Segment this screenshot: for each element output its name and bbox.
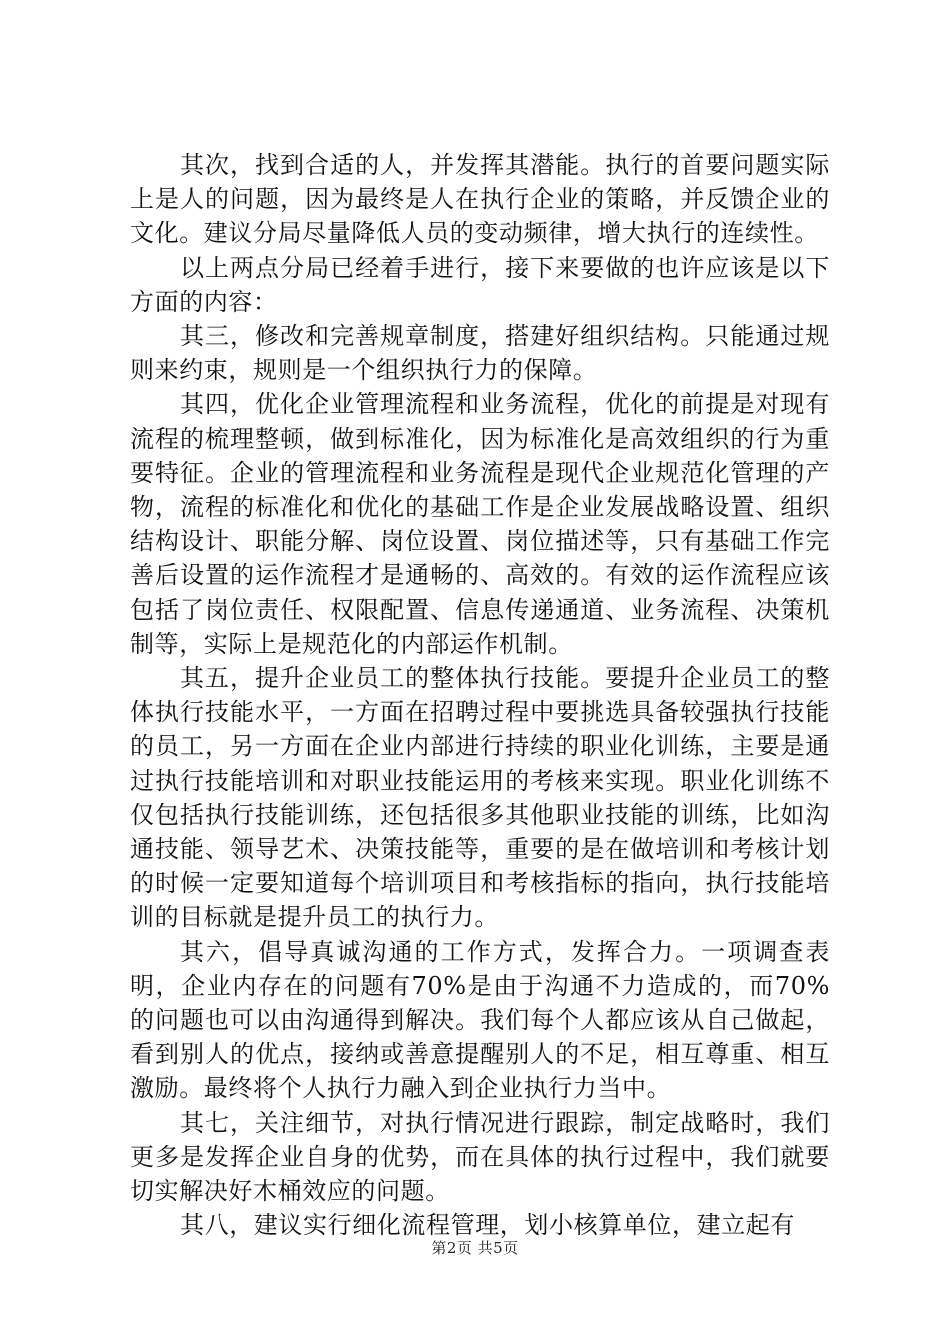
paragraph-7: 其七，关注细节，对执行情况进行跟踪，制定战略时，我们更多是发挥企业自身的优势，而在具体的执行过程中，我们就要切实解决好木桶效应的问题。 — [130, 1108, 830, 1206]
paragraph-6: 其六，倡导真诚沟通的工作方式，发挥合力。一项调查表明，企业内存在的问题有70%是由于沟通不力造成的，而70%的问题也可以由沟通得到解决。我们每个人都应该从自己做起，看到别人的优点，接纳或善意提醒别人的不足，相互尊重、相互激励。最终将个人执行力融入到企业执行力当中。 — [130, 937, 830, 1103]
paragraph-8: 其八，建议实行细化流程管理，划小核算单位，建立起有 — [180, 1211, 795, 1240]
paragraph-5: 其五，提升企业员工的整体执行技能。要提升企业员工的整体执行技能水平，一方面在招聘过程中要挑选具备较强执行技能的员工，另一方面在企业内部进行持续的职业化训练，主要是通过执行技能培训和对职业技能运用的考核来实现。职业化训练不仅包括执行技能训练，还包括很多其他职业技能的训练，比如沟通技能、领导艺术、决策技能等，重要的是在做培训和考核计划的时候一定要知道每个培训项目和考核指标的指向，执行技能培训的目标就是提升员工的执行力。 — [130, 664, 830, 932]
paragraph-2: 以上两点分局已经着手进行，接下来要做的也许应该是以下方面的内容： — [130, 253, 830, 316]
page-footer: 第2页 共5页 — [431, 1239, 519, 1257]
paragraph-4: 其四，优化企业管理流程和业务流程，优化的前提是对现有流程的梳理整顿，做到标准化，因为标准化是高效组织的行为重要特征。企业的管理流程和业务流程是现代企业规范化管理的产物，流程的标准化和优化的基础工作是企业发展战略设置、组织结构设计、职能分解、岗位设置、岗位描述等，只有基础工作完善后设置的运作流程才是通畅的、高效的。有效的运作流程应该包括了岗位责任、权限配置、信息传递通道、业务流程、决策机制等，实际上是规范化的内部运作机制。 — [130, 390, 830, 658]
paragraph-1: 其次，找到合适的人，并发挥其潜能。执行的首要问题实际上是人的问题，因为最终是人在执行企业的策略，并反馈企业的文化。建议分局尽量降低人员的变动频律，增大执行的连续性。 — [130, 151, 830, 248]
paragraph-3: 其三，修改和完善规章制度，搭建好组织结构。只能通过规则来约束，规则是一个组织执行力的保障。 — [130, 322, 830, 385]
document-body — [130, 148, 830, 1243]
